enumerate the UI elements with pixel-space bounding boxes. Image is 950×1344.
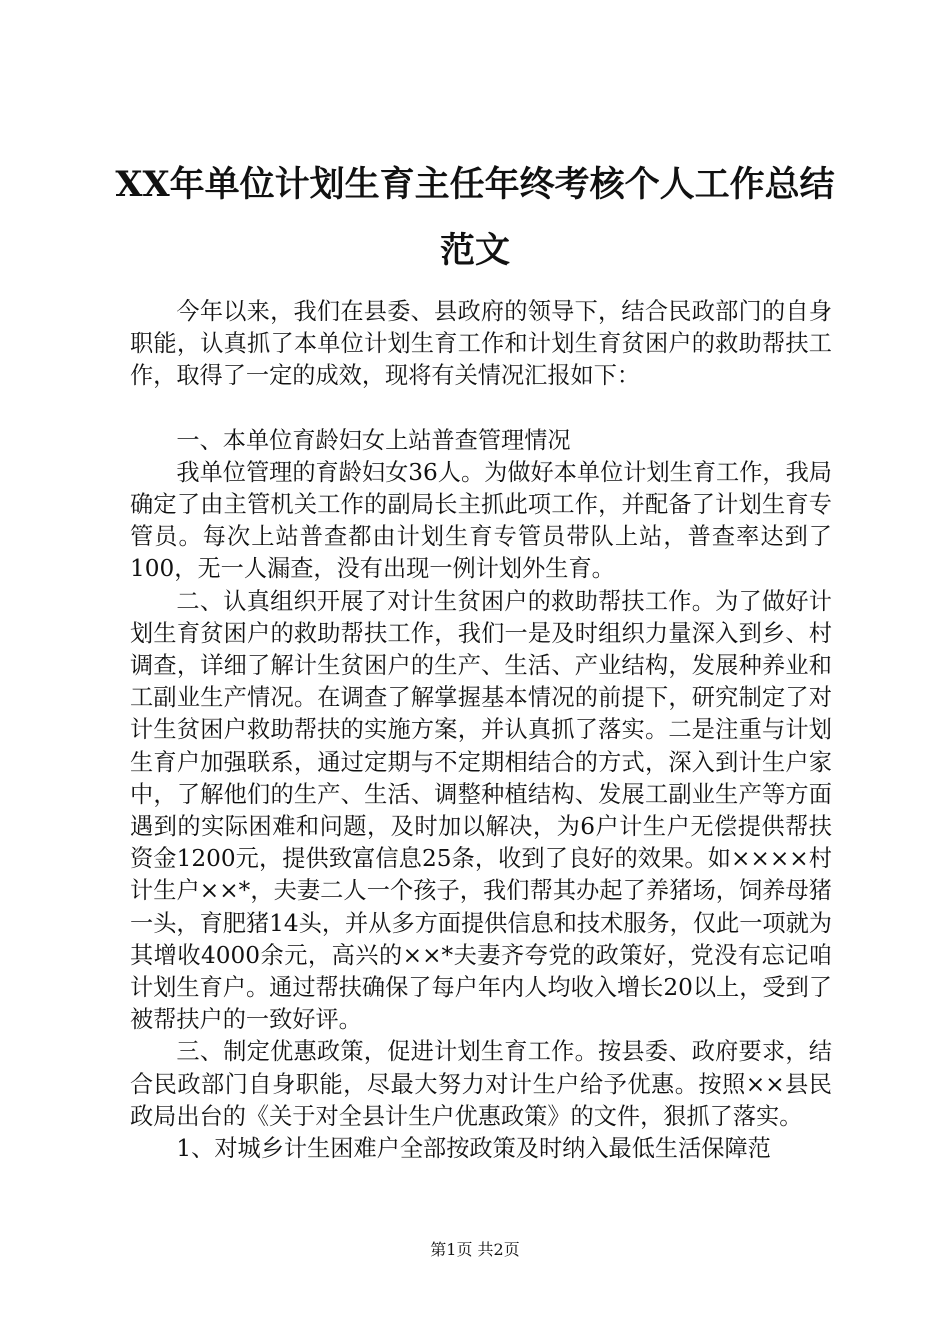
page-number-footer: 第1页 共2页 <box>430 1240 520 1259</box>
paragraph-section-1: 我单位管理的育龄妇女36人。为做好本单位计划生育工作，我局确定了由主管机关工作的副局长主抓此项工作，并配备了计划生育专管员。每次上站普查都由计划生育专管员带队上站，普查率达到了100，无一人漏查，没有出现一例计划外生育。 <box>130 458 832 583</box>
document-body <box>130 296 832 1165</box>
paragraph-section-3: 三、制定优惠政策，促进计划生育工作。按县委、政府要求，结合民政部门自身职能，尽最大努力对计生户给予优惠。按照××县民政局出台的《关于对全县计生户优惠政策》的文件，狠抓了落实。 <box>130 1038 832 1130</box>
paragraph-item-1: 1、对城乡计生困难户全部按政策及时纳入最低生活保障范 <box>176 1135 771 1163</box>
paragraph-heading-1: 一、本单位育龄妇女上站普查管理情况 <box>176 426 571 454</box>
document-title: XX年单位计划生育主任年终考核个人工作总结范文 <box>115 164 835 271</box>
paragraph-section-2: 二、认真组织开展了对计生贫困户的救助帮扶工作。为了做好计划生育贫困户的救助帮扶工作，我们一是及时组织力量深入到乡、村调查，详细了解计生贫困户的生产、生活、产业结构，发展种养业和工副业生产情况。在调查了解掌握基本情况的前提下，研究制定了对计生贫困户救助帮扶的实施方案，并认真抓了落实。二是注重与计划生育户加强联系，通过定期与不定期相结合的方式，深入到计生户家中，了解他们的生产、生活、调整种植结构、发展工副业生产等方面遇到的实际困难和问题，及时加以解决，为6户计生户无偿提供帮扶资金1200元，提供致富信息25条，收到了良好的效果。如××××村计生户××*，夫妻二人一个孩子，我们帮其办起了养猪场，饲养母猪一头，育肥猪14头，并从多方面提供信息和技术服务，仅此一项就为其增收4000余元，高兴的××*夫妻齐夸党的政策好，党没有忘记咱计划生育户。通过帮扶确保了每户年内人均收入增长20以上，受到了被帮扶户的一致好评。 <box>130 587 832 1034</box>
paragraph-intro: 今年以来，我们在县委、县政府的领导下，结合民政部门的自身职能，认真抓了本单位计划生育工作和计划生育贫困户的救助帮扶工作，取得了一定的成效，现将有关情况汇报如下： <box>130 298 832 390</box>
